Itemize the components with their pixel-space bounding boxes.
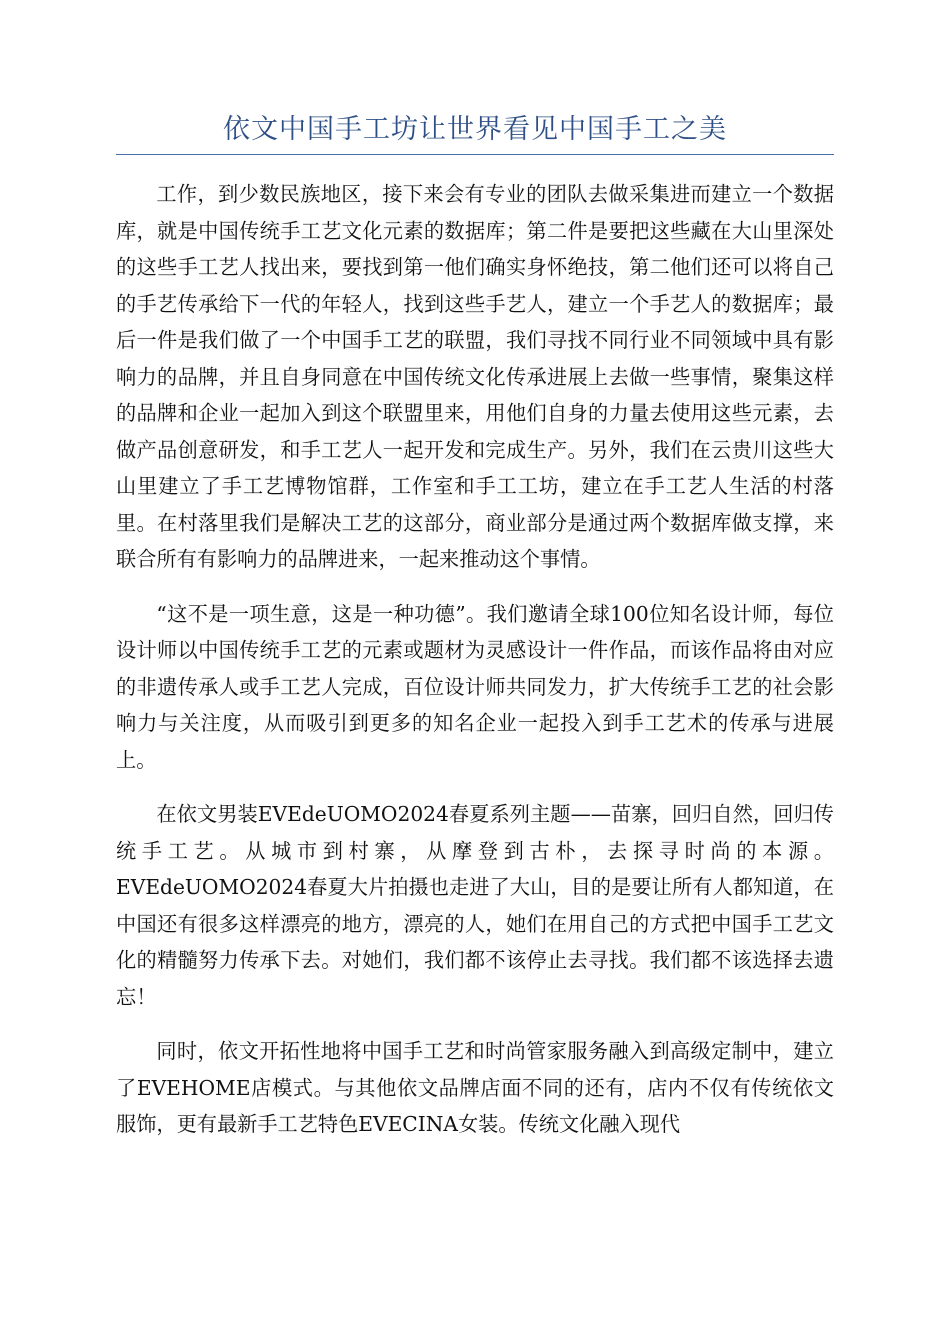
paragraph-3: 在依文男装EVEdeUOMO2024春夏系列主题——苗寨，回归自然，回归传统手工艺。从城市到村寨，从摩登到古朴，去探寻时尚的本源。EVEdeUOMO2024春夏大片拍摄也走进了大山，目的是要让所有人都知道，在中国还有很多这样漂亮的地方，漂亮的人，她们在用自己的方式把中国手工艺文化的精髓努力传承下去。对她们，我们都不该停止去寻找。我们都不该选择去遗忘！: [116, 802, 834, 1009]
document-title: 依文中国手工坊让世界看见中国手工之美: [223, 114, 727, 145]
paragraph-1: 工作，到少数民族地区，接下来会有专业的团队去做采集进而建立一个数据库，就是中国传统手工艺文化元素的数据库；第二件是要把这些藏在大山里深处的这些手工艺人找出来，要找到第一他们确实身怀绝技，第二他们还可以将自己的手艺传承给下一代的年轻人，找到这些手艺人，建立一个手艺人的数据库；最后一件是我们做了一个中国手工艺的联盟，我们寻找不同行业不同领域中具有影响力的品牌，并且自身同意在中国传统文化传承进展上去做一些事情，聚集这样的品牌和企业一起加入到这个联盟里来，用他们自身的力量去使用这些元素，去做产品创意研发，和手工艺人一起开发和完成生产。另外，我们在云贵川这些大山里建立了手工艺博物馆群，工作室和手工工坊，建立在手工艺人生活的村落里。在村落里我们是解决工艺的这部分，商业部分是通过两个数据库做支撑，来联合所有有影响力的品牌进来，一起来推动这个事情。: [116, 182, 834, 571]
document-body: [116, 176, 834, 1161]
title-underline: [116, 154, 834, 155]
paragraph-2: “这不是一项生意，这是一种功德”。我们邀请全球100位知名设计师，每位设计师以中国传统手工艺的元素或题材为灵感设计一件作品，而该作品将由对应的非遗传承人或手工艺人完成，百位设计师共同发力，扩大传统手工艺的社会影响力与关注度，从而吸引到更多的知名企业一起投入到手工艺术的传承与进展上。: [116, 601, 834, 772]
paragraph-4: 同时，依文开拓性地将中国手工艺和时尚管家服务融入到高级定制中，建立了EVEHOME店模式。与其他依文品牌店面不同的还有，店内不仅有传统依文服饰，更有最新手工艺特色EVECINA女装。传统文化融入现代: [116, 1039, 834, 1136]
